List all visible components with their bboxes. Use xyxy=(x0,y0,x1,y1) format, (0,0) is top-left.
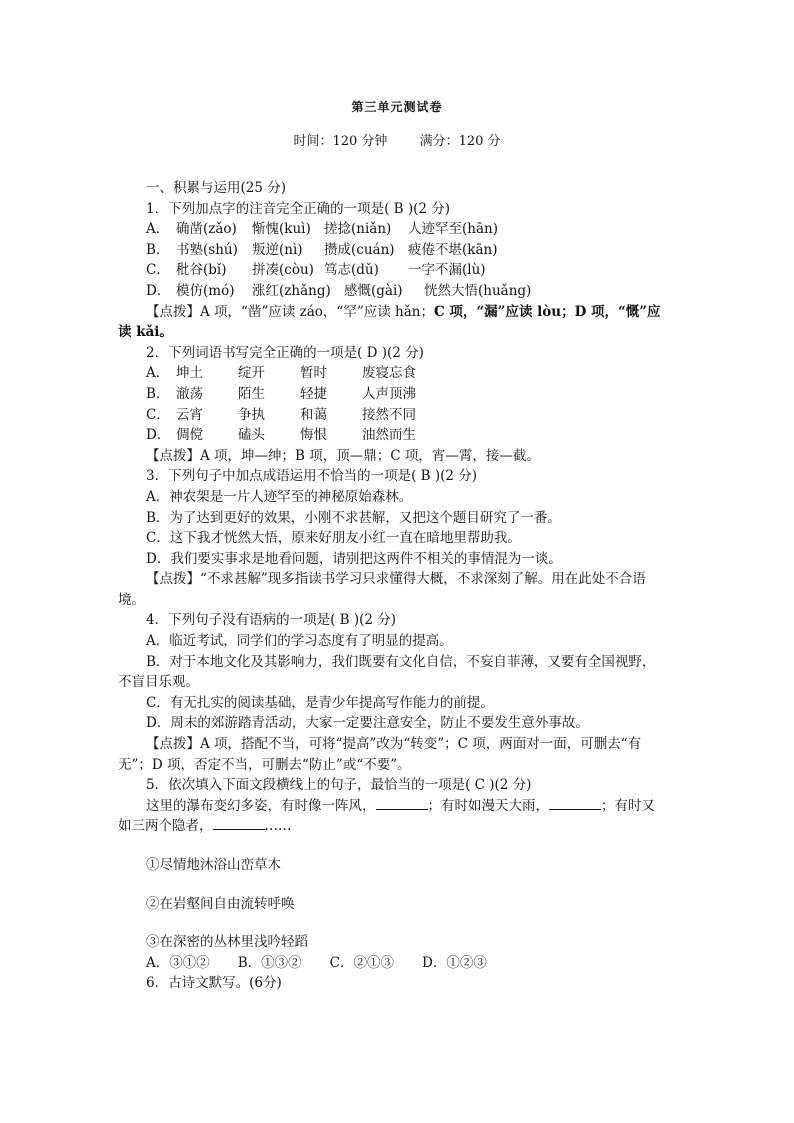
q3-option-b: B．为了达到更好的效果，小刚不求甚解，又把这个题目研究了一番。 xyxy=(146,509,561,526)
q1-tip-cont: 读 kǎi。 xyxy=(118,324,173,341)
q2-option-c: C． 云宵 争执 和蔼 接然不同 xyxy=(146,406,416,423)
q1-option-a: A． 确凿(zǎo) 惭愧(kuì) 搓捻(niǎn) 人迹罕至(hān) xyxy=(146,221,498,238)
q6-stem: 6．古诗文默写。(6分) xyxy=(146,975,282,992)
q3-stem: 3．下列句子中加点成语运用不恰当的一项是( B )(2 分) xyxy=(146,468,478,485)
q5-sentence-1: ①尽情地沐浴山峦草木 xyxy=(146,857,281,873)
q4-option-a: A．临近考试，同学们的学习态度有了明显的提高。 xyxy=(146,633,453,650)
q3-tip-cont: 境。 xyxy=(118,591,145,608)
q5-sentence-2: ②在岩壑间自由流转呼唤 xyxy=(146,895,295,912)
q2-option-d: D． 倜傥 磕头 悔恨 油然而生 xyxy=(146,427,416,444)
q5-sentence-3: ③在深密的丛林里浅吟轻蹈 xyxy=(146,934,308,951)
q4-option-c: C．有无扎实的阅读基础，是青少年提高写作能力的前提。 xyxy=(146,694,494,711)
exam-content xyxy=(118,178,678,994)
section-heading: 一、积累与运用(25 分) xyxy=(146,180,287,196)
q2-tip: 【点拨】A 项，坤—绅；B 项，顶—鼎；C 项，宵—霄，接—截。 xyxy=(146,447,540,464)
q2-stem: 2．下列词语书写完全正确的一项是( D )(2 分) xyxy=(146,344,424,361)
q2-option-a: A． 坤土 绽开 暂时 废寝忘食 xyxy=(146,365,416,382)
q2-option-b: B． 澈荡 陌生 轻捷 人声顶沸 xyxy=(146,385,416,402)
q4-option-b-cont: 不盲目乐观。 xyxy=(118,674,199,691)
q5-passage-line1: 这里的瀑布变幻多姿，有时像一阵风， ；有时如漫天大雨， ；有时又 xyxy=(146,797,655,814)
q1-option-d: D． 模仿(mó) 涨红(zhǎng) 感慨(gài) 恍然大悟(huǎng) xyxy=(146,282,532,299)
q3-tip: 【点拨】“不求甚解”现多指读书学习只求懂得大概，不求深刻了解。用在此处不合语 xyxy=(146,571,646,588)
q3-option-a: A．神农架是一片人迹罕至的神秘原始森林。 xyxy=(146,488,413,505)
q4-option-d: D．周末的郊游踏青活动，大家一定要注意安全，防止不要发生意外事故。 xyxy=(146,715,589,732)
q4-stem: 4．下列句子没有语病的一项是( B )(2 分) xyxy=(146,612,397,629)
exam-time: 时间：120 分钟 xyxy=(293,134,388,149)
q3-option-c: C．这下我才恍然大悟，原来好朋友小红一直在暗地里帮助我。 xyxy=(146,530,521,547)
q5-passage-line2: 如三两个隐者， …… xyxy=(118,818,292,835)
q3-option-d: D．我们要实事求是地看问题，请别把这两件不相关的事情混为一谈。 xyxy=(146,550,562,567)
q1-option-c: C． 秕谷(bǐ) 拼凑(còu) 笃志(dǔ) 一字不漏(lù) xyxy=(146,262,486,279)
q5-stem: 5．依次填入下面文段横线上的句子，最恰当的一项是( C )(2 分) xyxy=(146,777,532,794)
q5-choices: A．③①② B．①③② C．②①③ D．①②③ xyxy=(146,954,487,971)
fill-blank xyxy=(376,797,428,810)
q4-tip: 【点拨】A 项，搭配不当，可将“提高”改为“转变”；C 项，两面对一面，可删去“有 xyxy=(146,736,642,753)
exam-score: 满分：120 分 xyxy=(419,134,501,149)
q1-stem: 1．下列加点字的注音完全正确的一项是( B )(2 分) xyxy=(146,200,451,217)
exam-meta xyxy=(0,130,794,149)
fill-blank xyxy=(213,817,265,830)
q1-tip: 【点拨】A 项，“凿”应读 záo，“罕”应读 hǎn；C 项，“漏”应读 lòu；D 项，“慨”应 xyxy=(146,303,661,320)
q4-tip-cont: 无”；D 项，否定不当，可删去“防止”或“不要”。 xyxy=(118,756,411,773)
q1-option-b: B． 书塾(shú) 叛逆(nì) 攒成(cuán) 疲倦不堪(kān) xyxy=(146,241,498,258)
fill-blank xyxy=(549,797,601,810)
page-title: 第三单元测试卷 xyxy=(351,100,443,114)
q4-option-b: B．对于本地文化及其影响力，我们既要有文化自信，不妄自菲薄，又要有全国视野， xyxy=(146,653,656,670)
